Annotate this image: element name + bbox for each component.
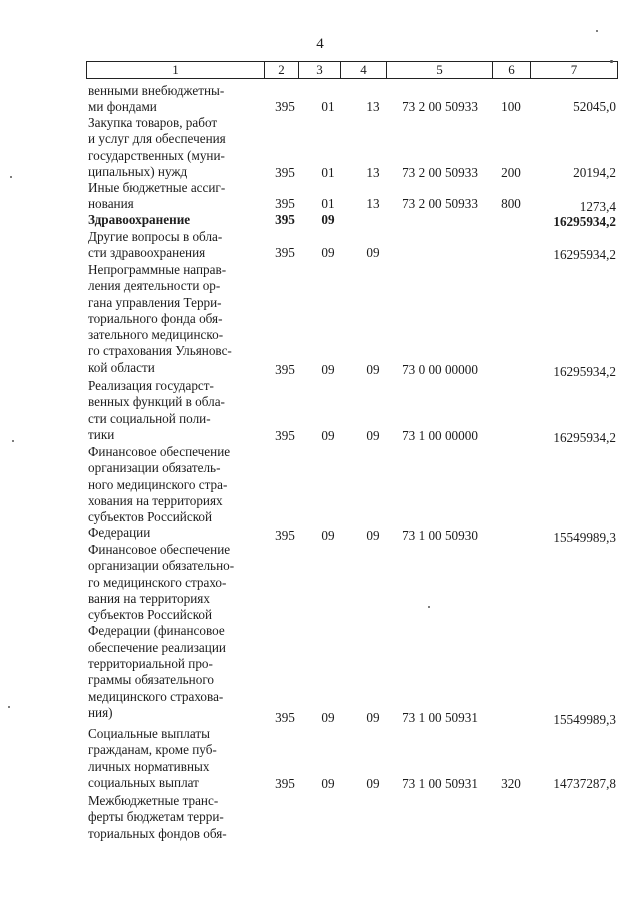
column-header-6: 6 bbox=[492, 62, 530, 78]
cell-col7: 15549989,3 bbox=[553, 530, 616, 545]
column-header-1: 1 bbox=[86, 62, 264, 78]
cell-col2: 395 bbox=[275, 196, 295, 211]
cell-col6: 100 bbox=[501, 99, 521, 114]
column-header-7: 7 bbox=[530, 62, 618, 78]
cell-col7: 16295934,2 bbox=[553, 214, 616, 229]
cell-col3: 09 bbox=[321, 528, 335, 543]
cell-col5: 73 1 00 50931 bbox=[402, 710, 478, 725]
cell-col4: 13 bbox=[366, 196, 380, 211]
cell-col4: 09 bbox=[366, 528, 380, 543]
cell-col3: 01 bbox=[321, 196, 335, 211]
cell-col7: 16295934,2 bbox=[553, 247, 616, 262]
cell-col5: 73 2 00 50933 bbox=[402, 165, 478, 180]
cell-col3: 09 bbox=[321, 776, 335, 791]
cell-col3: 09 bbox=[321, 362, 335, 377]
cell-col4: 13 bbox=[366, 99, 380, 114]
cell-col3: 09 bbox=[321, 428, 335, 443]
column-header-4: 4 bbox=[340, 62, 386, 78]
row-name: Другие вопросы в обла- сти здравоохранения bbox=[88, 229, 223, 261]
cell-col2: 395 bbox=[275, 212, 295, 227]
column-header-5: 5 bbox=[386, 62, 492, 78]
cell-col6: 200 bbox=[501, 165, 521, 180]
cell-col7: 20194,2 bbox=[573, 165, 616, 180]
cell-col4: 09 bbox=[366, 710, 380, 725]
cell-col5: 73 1 00 50930 bbox=[402, 528, 478, 543]
cell-col3: 09 bbox=[321, 245, 335, 260]
scan-speck bbox=[596, 30, 598, 32]
row-name: Финансовое обеспечение организации обязательно- го медицинского страхо- вания на территориях субъектов Российской Федерации (финансовое обеспечение реализации территориальной про- граммы обязательного медицинского страхова- ния) bbox=[88, 542, 235, 720]
cell-col4: 09 bbox=[366, 362, 380, 377]
cell-col4: 09 bbox=[366, 428, 380, 443]
column-header-2: 2 bbox=[264, 62, 298, 78]
cell-col5: 73 1 00 00000 bbox=[402, 428, 478, 443]
scan-speck bbox=[10, 176, 12, 178]
cell-col2: 395 bbox=[275, 99, 295, 114]
cell-col6: 320 bbox=[501, 776, 521, 791]
row-name: Финансовое обеспечение организации обязатель- ного медицинского стра- хования на территориях субъектов Российской Федерации bbox=[88, 444, 231, 541]
row-name: Непрограммные направ- ления деятельности ор- гана управления Терри- ториального фонда обя- зательного медицинско- го страхования Ульяновс- кой области bbox=[88, 262, 232, 375]
cell-col6: 800 bbox=[501, 196, 521, 211]
cell-col2: 395 bbox=[275, 245, 295, 260]
cell-col3: 01 bbox=[321, 165, 335, 180]
table-header bbox=[86, 61, 618, 79]
cell-col2: 395 bbox=[275, 710, 295, 725]
cell-col4: 13 bbox=[366, 165, 380, 180]
row-name: Закупка товаров, работ и услуг для обеспечения государственных (муни- ципальных) нужд bbox=[88, 115, 226, 179]
scan-speck bbox=[8, 706, 10, 708]
cell-col4: 09 bbox=[366, 776, 380, 791]
cell-col2: 395 bbox=[275, 528, 295, 543]
row-name: венными внебюджетны- ми фондами bbox=[88, 83, 225, 115]
cell-col2: 395 bbox=[275, 165, 295, 180]
row-name: Социальные выплаты гражданам, кроме пуб- личных нормативных социальных выплат bbox=[88, 726, 217, 790]
cell-col5: 73 1 00 50931 bbox=[402, 776, 478, 791]
cell-col7: 52045,0 bbox=[573, 99, 616, 114]
cell-col7: 15549989,3 bbox=[553, 712, 616, 727]
cell-col3: 09 bbox=[321, 212, 335, 227]
cell-col5: 73 2 00 50933 bbox=[402, 196, 478, 211]
cell-col2: 395 bbox=[275, 428, 295, 443]
cell-col3: 01 bbox=[321, 99, 335, 114]
cell-col7: 1273,4 bbox=[579, 199, 616, 214]
column-header-3: 3 bbox=[298, 62, 340, 78]
row-name: Иные бюджетные ассиг- нования bbox=[88, 180, 226, 212]
cell-col3: 09 bbox=[321, 710, 335, 725]
cell-col4: 09 bbox=[366, 245, 380, 260]
scan-speck bbox=[428, 606, 430, 608]
scan-speck bbox=[12, 440, 14, 442]
cell-col2: 395 bbox=[275, 362, 295, 377]
page-number: 4 bbox=[316, 36, 324, 52]
scan-speck bbox=[610, 60, 613, 63]
cell-col5: 73 2 00 50933 bbox=[402, 99, 478, 114]
cell-col7: 14737287,8 bbox=[553, 776, 616, 791]
cell-col5: 73 0 00 00000 bbox=[402, 362, 478, 377]
row-name: Межбюджетные транс- ферты бюджетам терри- ториальных фондов обя- bbox=[88, 793, 227, 841]
cell-col2: 395 bbox=[275, 776, 295, 791]
row-name: Здравоохранение bbox=[88, 212, 191, 227]
row-name: Реализация государст- венных функций в обла- сти социальной поли- тики bbox=[88, 378, 225, 442]
cell-col7: 16295934,2 bbox=[553, 430, 616, 445]
cell-col7: 16295934,2 bbox=[553, 364, 616, 379]
